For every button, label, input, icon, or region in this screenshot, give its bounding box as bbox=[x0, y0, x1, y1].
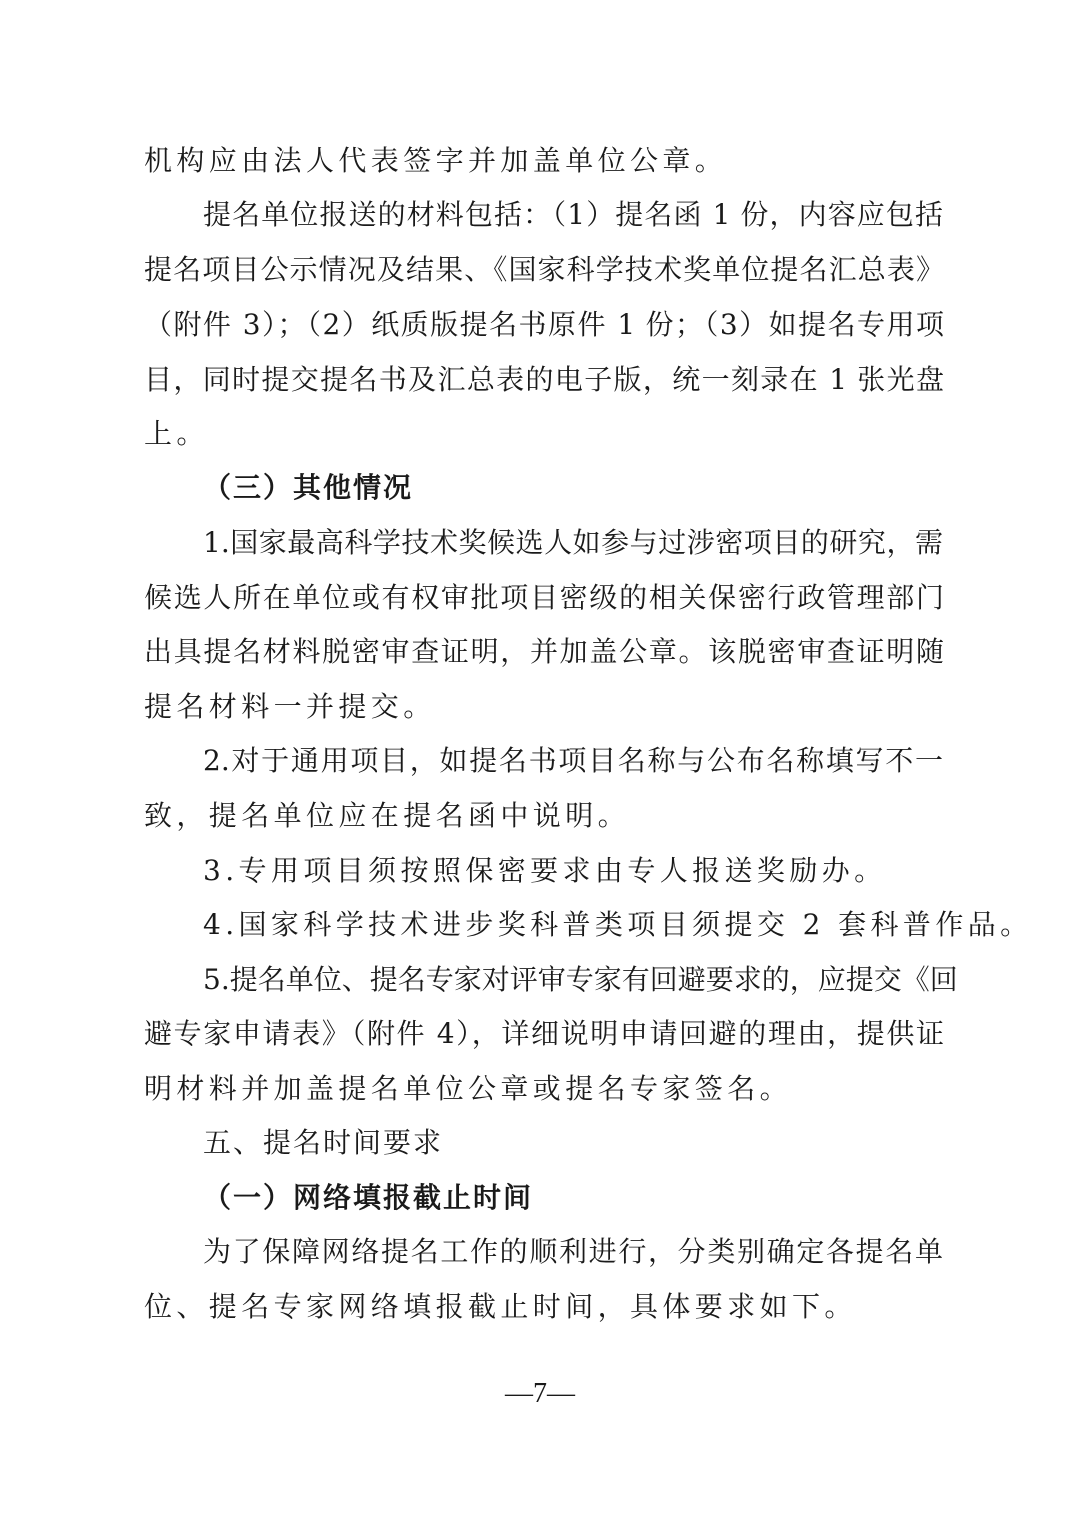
page-number: —7— bbox=[505, 1378, 575, 1409]
paragraph-line: 机构应由法人代表签字并加盖单位公章。 bbox=[144, 144, 728, 177]
list-item-line: 4.国家科学技术进步奖科普类项目须提交 2 套科普作品。 bbox=[203, 908, 1033, 941]
subsection-heading: （三）其他情况 bbox=[203, 471, 414, 504]
paragraph-line: 提名单位报送的材料包括：（1）提名函 1 份，内容应包括 bbox=[203, 198, 943, 231]
paragraph-line: 为了保障网络提名工作的顺利进行，分类别确定各提名单 bbox=[203, 1235, 943, 1268]
list-item-line: 致，提名单位应在提名函中说明。 bbox=[144, 799, 631, 832]
list-item-line: 5.提名单位、提名专家对评审专家有回避要求的，应提交《回 bbox=[203, 963, 958, 996]
paragraph-line: 位、提名专家网络填报截止时间，具体要求如下。 bbox=[144, 1290, 857, 1323]
list-item-line: 候选人所在单位或有权审批项目密级的相关保密行政管理部门 bbox=[144, 581, 944, 614]
list-item-line: 2.对于通用项目，如提名书项目名称与公布名称填写不一 bbox=[203, 744, 943, 777]
list-item-line: 提名材料一并提交。 bbox=[144, 690, 436, 723]
list-item-line: 1.国家最高科学技术奖候选人如参与过涉密项目的研究，需 bbox=[203, 526, 943, 559]
paragraph-line: 提名项目公示情况及结果、《国家科学技术奖单位提名汇总表》 bbox=[144, 253, 944, 286]
list-item-line: 3.专用项目须按照保密要求由专人报送奖励办。 bbox=[203, 854, 887, 887]
list-item-line: 明材料并加盖提名单位公章或提名专家签名。 bbox=[144, 1072, 793, 1105]
paragraph-line: （附件 3）；（2）纸质版提名书原件 1 份；（3）如提名专用项 bbox=[144, 308, 944, 341]
paragraph-line: 目，同时提交提名书及汇总表的电子版，统一刻录在 1 张光盘 bbox=[144, 363, 944, 396]
paragraph-line: 上。 bbox=[144, 417, 209, 450]
subsection-heading: （一）网络填报截止时间 bbox=[203, 1181, 534, 1214]
section-heading: 五、提名时间要求 bbox=[203, 1126, 444, 1159]
list-item-line: 出具提名材料脱密审查证明，并加盖公章。该脱密审查证明随 bbox=[144, 635, 944, 668]
list-item-line: 避专家申请表》（附件 4），详细说明申请回避的理由，提供证 bbox=[144, 1017, 944, 1050]
